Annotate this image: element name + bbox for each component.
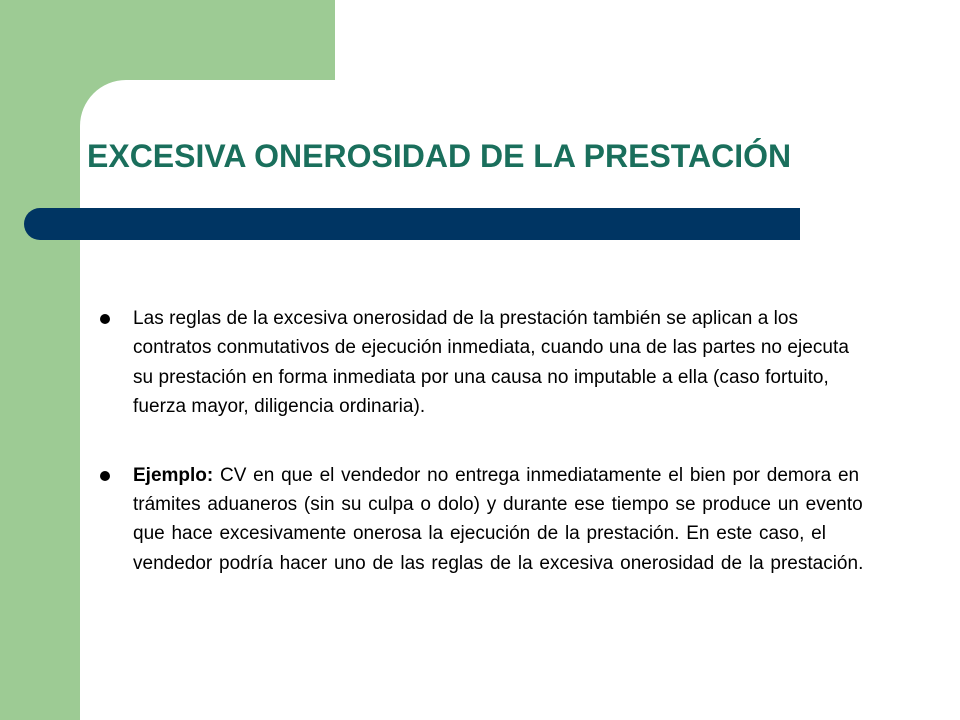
bullet-label: Ejemplo: [133,464,214,486]
bullet-list [100,304,870,617]
title-underline-bar [24,208,800,240]
slide-title: EXCESIVA ONEROSIDAD DE LA PRESTACIÓN [87,138,792,174]
bullet-item [100,304,870,422]
bullet-text: Las reglas de la excesiva onerosidad de la prestación también se aplican a los contratos conmutativos de ejecución inmediata, cuando una de las partes no ejecuta su prestación en forma inmediata por una causa no imputable a ella (caso fortuito, fuerza mayor, diligencia ordinaria). [133,308,849,418]
bullet-dot-icon [100,471,110,481]
bullet-dot-icon [100,314,110,324]
bullet-text: CV en que el vendedor no entrega inmediatamente el bien por demora en trámites aduaneros (sin su culpa o dolo) y durante ese tiempo se produce un evento que hace excesivamente onerosa la ejecución de la prestación. En este caso, el vendedor podría hacer uno de las reglas de la excesiva onerosidad de la prestación. [133,464,864,574]
bullet-item [100,461,870,579]
